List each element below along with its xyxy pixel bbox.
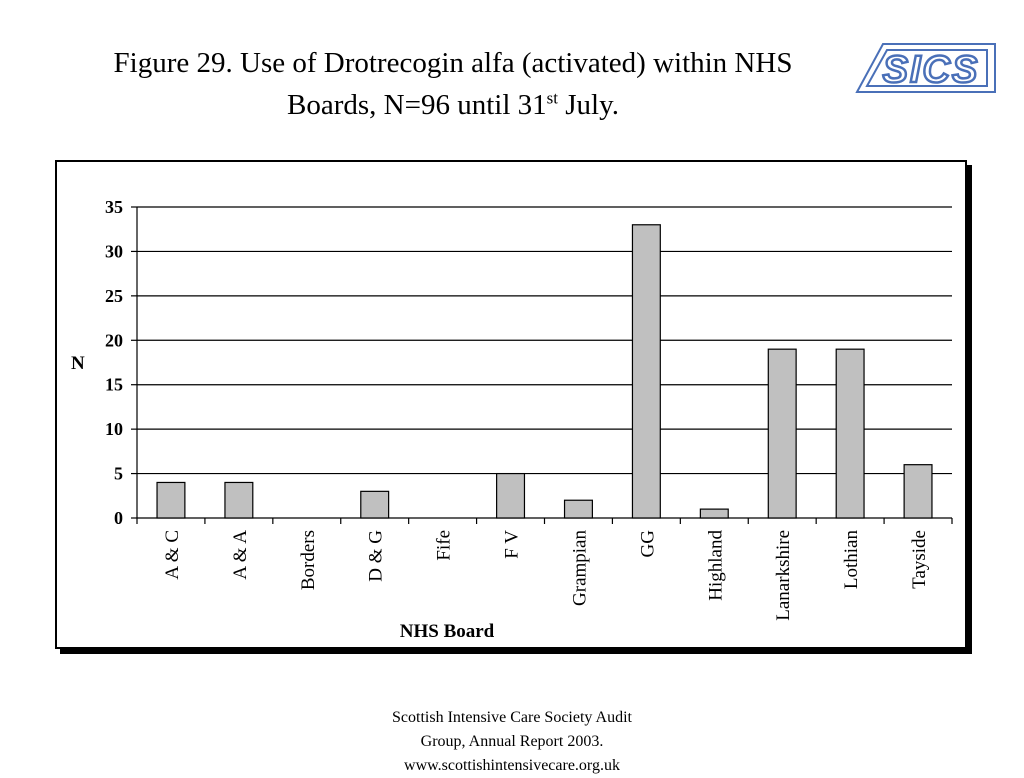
x-category-label: F V [501, 530, 523, 559]
x-category-label: Lanarkshire [773, 530, 795, 621]
bar [700, 509, 728, 518]
title-line-2-suffix: July. [558, 89, 619, 121]
y-tick-label: 0 [114, 508, 123, 528]
bar [632, 225, 660, 518]
title-superscript: st [546, 88, 558, 108]
x-axis-title: NHS Board [399, 621, 495, 642]
x-category-label: Borders [297, 530, 319, 591]
y-tick-label: 35 [105, 197, 123, 217]
slide-title [40, 42, 866, 126]
chart-frame [55, 160, 967, 649]
bar [904, 465, 932, 518]
bar [768, 349, 796, 518]
bar-chart [57, 162, 965, 647]
footer-line-2: Group, Annual Report 2003. [420, 733, 604, 750]
x-category-label: Lothian [841, 530, 863, 590]
bar [497, 474, 525, 518]
x-category-label: D & G [365, 530, 387, 582]
title-line-1: Figure 29. Use of Drotrecogin alfa (activated) within NHS [113, 47, 793, 79]
bar [836, 349, 864, 518]
y-tick-label: 30 [105, 241, 123, 262]
title-line-2-prefix: Boards, N=96 until 31 [287, 89, 547, 121]
y-tick-label: 10 [105, 419, 123, 440]
footer-citation [312, 706, 712, 778]
x-category-label: A & A [229, 530, 251, 580]
logo-text: SICS [882, 49, 980, 91]
x-category-label: Fife [433, 530, 455, 561]
sics-logo [853, 40, 1001, 98]
y-tick-label: 15 [105, 374, 123, 395]
bar [225, 482, 253, 518]
x-category-label: Tayside [909, 530, 931, 589]
title-line-2 [40, 84, 866, 126]
footer-line-3: www.scottishintensivecare.org.uk [404, 757, 620, 774]
bar [157, 482, 185, 518]
x-category-label: Highland [705, 530, 727, 601]
footer-line-1: Scottish Intensive Care Society Audit [392, 709, 632, 726]
y-tick-label: 20 [105, 330, 123, 351]
bar [565, 500, 593, 518]
y-tick-label: 5 [114, 463, 123, 484]
bar [361, 491, 389, 518]
y-axis-title: N [71, 353, 85, 374]
x-category-label: Grampian [569, 530, 591, 606]
x-category-label: A & C [161, 530, 183, 580]
y-tick-label: 25 [105, 285, 123, 306]
x-category-label: GG [637, 530, 659, 558]
